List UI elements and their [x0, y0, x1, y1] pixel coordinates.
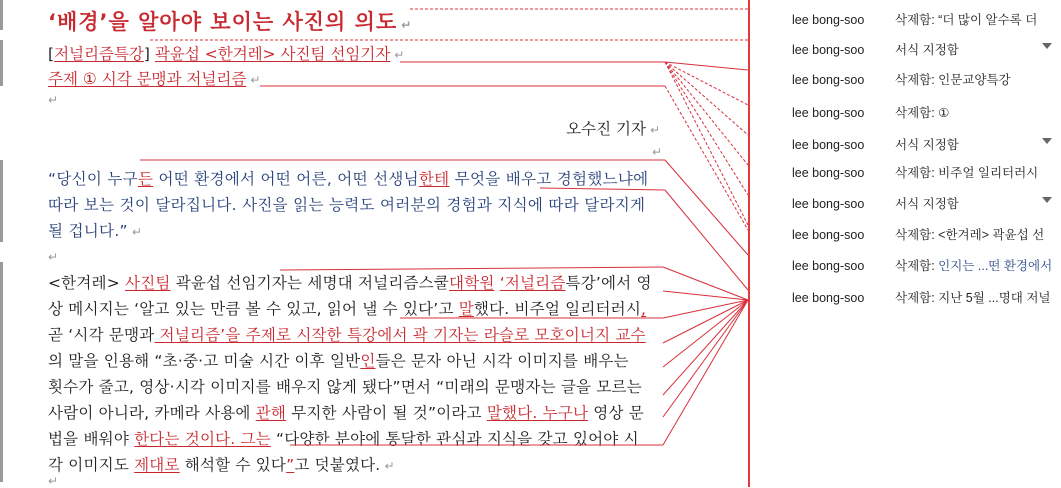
inserted-text: 저널리즘특강: [54, 45, 144, 63]
inserted-text: 한다는 것이다. 그는: [134, 430, 271, 448]
inserted-text: ”: [286, 456, 295, 474]
body-line: [48, 349, 629, 371]
deleted-text: <한겨레> 곽윤섭 선: [934, 228, 1045, 242]
deleted-text: 인지는 ...떤 환경에서: [934, 259, 1053, 273]
revision-balloon[interactable]: [792, 70, 1011, 88]
paragraph-mark: ↵: [384, 459, 395, 473]
inserted-text: 인: [360, 352, 376, 370]
inserted-text: ,: [641, 300, 647, 318]
inserted-text: 말: [458, 300, 474, 318]
revision-author: lee bong-soo: [792, 13, 865, 27]
paragraph-mark: ↵: [131, 225, 143, 239]
text-run: 했다. 비주얼 일리터러시: [473, 300, 642, 318]
revision-type: 서식 지정함: [895, 43, 959, 57]
paragraph-mark: ↵: [394, 48, 405, 62]
text-run: 들은 문자 아닌 시각 이미지를 배우는: [375, 352, 629, 370]
revision-type: 삭제함:: [895, 259, 935, 273]
body-line: [48, 427, 639, 449]
change-bar: [0, 0, 3, 30]
chevron-down-icon[interactable]: [1042, 197, 1052, 203]
paragraph-mark: ↵: [48, 250, 59, 264]
text-run: 법을 배워야: [48, 430, 135, 448]
inserted-text: 대학원: [449, 274, 495, 292]
inserted-text: 말했다. 누구나: [486, 404, 589, 422]
deleted-text: 지난 5월 ...명대 저널: [934, 291, 1051, 305]
quote-line: [48, 219, 142, 241]
chevron-down-icon[interactable]: [1042, 43, 1052, 49]
inserted-text: 제대로: [134, 456, 180, 474]
revision-type: 삭제함:: [895, 73, 935, 87]
revision-balloon[interactable]: [792, 163, 1038, 181]
deleted-text: ①: [934, 106, 950, 120]
deleted-text: “더 많이 알수록 더: [934, 13, 1038, 27]
text-run: 사람이 아니라, 카메라 사용에: [48, 404, 256, 422]
inserted-text: 한테: [418, 170, 450, 188]
text-run: “다양한 분야에 통달한 관심과 지식을 갖고 있어야 시: [270, 430, 639, 448]
revision-author: lee bong-soo: [792, 197, 865, 211]
revision-author: lee bong-soo: [792, 106, 865, 120]
body-line: [48, 271, 652, 293]
inserted-text: 곽윤섭 <한겨레> 사진팀 선임기자: [154, 45, 391, 63]
topic-line[interactable]: [48, 67, 260, 89]
inserted-text: 든: [137, 170, 154, 188]
comments-pane: [750, 0, 1061, 487]
paragraph-mark: ↵: [48, 474, 59, 488]
text-run: 영상 문: [588, 404, 644, 422]
quote-line: [48, 167, 648, 189]
text-run: 특강’에서 영: [565, 274, 652, 292]
revision-balloon[interactable]: [792, 288, 1051, 306]
inserted-text: 관해: [255, 404, 287, 422]
text-run: 될 겁니다.”: [48, 222, 128, 240]
inserted-text: 저널리즘’을 주제로 시작한 특강에서 곽 기자는 라슬로 모호이너지 교수: [154, 326, 646, 344]
revision-balloon[interactable]: [792, 40, 959, 58]
text-run: 곽윤섭 선임기자는 세명대 저널리즘스쿨: [170, 274, 450, 292]
revision-type: 서식 지정함: [895, 138, 959, 152]
text-run: 상 메시지는 ‘알고 있는 만큼 볼 수 있고, 읽어 낼 수 있다’고: [48, 300, 459, 318]
body-line: [48, 323, 646, 345]
paragraph-mark: ↵: [48, 93, 59, 107]
text-run: 따라 보는 것이 달라집니다. 사진을 읽는 능력도 여러분의 경험과 지식에 따라 달라지게: [48, 196, 646, 214]
revision-author: lee bong-soo: [792, 73, 865, 87]
text-run: <한겨레>: [48, 274, 126, 292]
text-run: 각 이미지도: [48, 456, 135, 474]
body-line: [48, 453, 395, 475]
body-line: [48, 375, 642, 397]
inserted-text: 주제 ① 시각 문맹과 저널리즘: [48, 70, 247, 88]
title-text: ‘배경’을 알아야 보이는 사진의 의도: [48, 10, 398, 34]
revision-type: 삭제함:: [895, 106, 935, 120]
byline-text: 오수진 기자: [566, 120, 646, 138]
revision-author: lee bong-soo: [792, 259, 865, 273]
revision-type: 삭제함:: [895, 291, 935, 305]
subtitle-line[interactable]: [48, 42, 404, 64]
revision-type: 서식 지정함: [895, 197, 959, 211]
body-line: [48, 297, 646, 319]
revision-author: lee bong-soo: [792, 291, 865, 305]
change-bar: [0, 40, 3, 86]
text-run: 무지한 사람이 될 것”이라고: [286, 404, 487, 422]
document-title[interactable]: [48, 6, 412, 36]
text-run: 해석할 수 있다: [179, 456, 287, 474]
bracket-open: [: [48, 45, 55, 63]
revision-balloon[interactable]: [792, 225, 1044, 243]
text-run: 고 덧붙였다.: [294, 456, 381, 474]
quote-line: [48, 193, 645, 215]
revision-type: 삭제함:: [895, 228, 935, 242]
text-run: “당신이 누구: [48, 170, 138, 188]
change-bar: [0, 262, 3, 482]
revision-balloon[interactable]: [792, 10, 1037, 28]
revision-author: lee bong-soo: [792, 138, 865, 152]
revision-author: lee bong-soo: [792, 43, 865, 57]
revision-balloon[interactable]: [792, 135, 959, 153]
paragraph-mark: ↵: [652, 145, 663, 159]
text-run: 무엇을 배우고 경험했느냐에: [449, 170, 649, 188]
revision-author: lee bong-soo: [792, 166, 865, 180]
revision-balloon[interactable]: [792, 256, 1052, 274]
text-run: 횟수가 줄고, 영상·시각 이미지를 배우지 않게 됐다”면서 “미래의 문맹자는 글을 모르는: [48, 378, 642, 396]
chevron-down-icon[interactable]: [1042, 138, 1052, 144]
text-run: 의 말을 인용해 “초·중·고 미술 시간 이후 일반: [48, 352, 361, 370]
deleted-text: 비주얼 일리터러시: [934, 166, 1039, 180]
revision-type: 삭제함:: [895, 13, 935, 27]
change-bar: [0, 160, 3, 242]
deleted-text: 인문교양특강: [934, 73, 1011, 87]
revision-balloon[interactable]: [792, 194, 959, 212]
paragraph-mark: ↵: [649, 123, 660, 137]
inserted-text: 사진팀: [125, 274, 171, 292]
paragraph-mark: ↵: [401, 18, 413, 32]
inserted-text: ‘저널리즘: [499, 274, 566, 292]
body-line: [48, 401, 644, 423]
revision-type: 삭제함:: [895, 166, 935, 180]
paragraph-mark: ↵: [250, 73, 261, 87]
revision-author: lee bong-soo: [792, 228, 865, 242]
text-run: 곧 ‘시각 문맹과: [48, 326, 155, 344]
text-run: 어떤 환경에서 어떤 어른, 어떤 선생님: [153, 170, 419, 188]
byline[interactable]: [566, 117, 660, 139]
revision-balloon[interactable]: [792, 103, 949, 121]
bracket-close: ]: [143, 45, 155, 63]
